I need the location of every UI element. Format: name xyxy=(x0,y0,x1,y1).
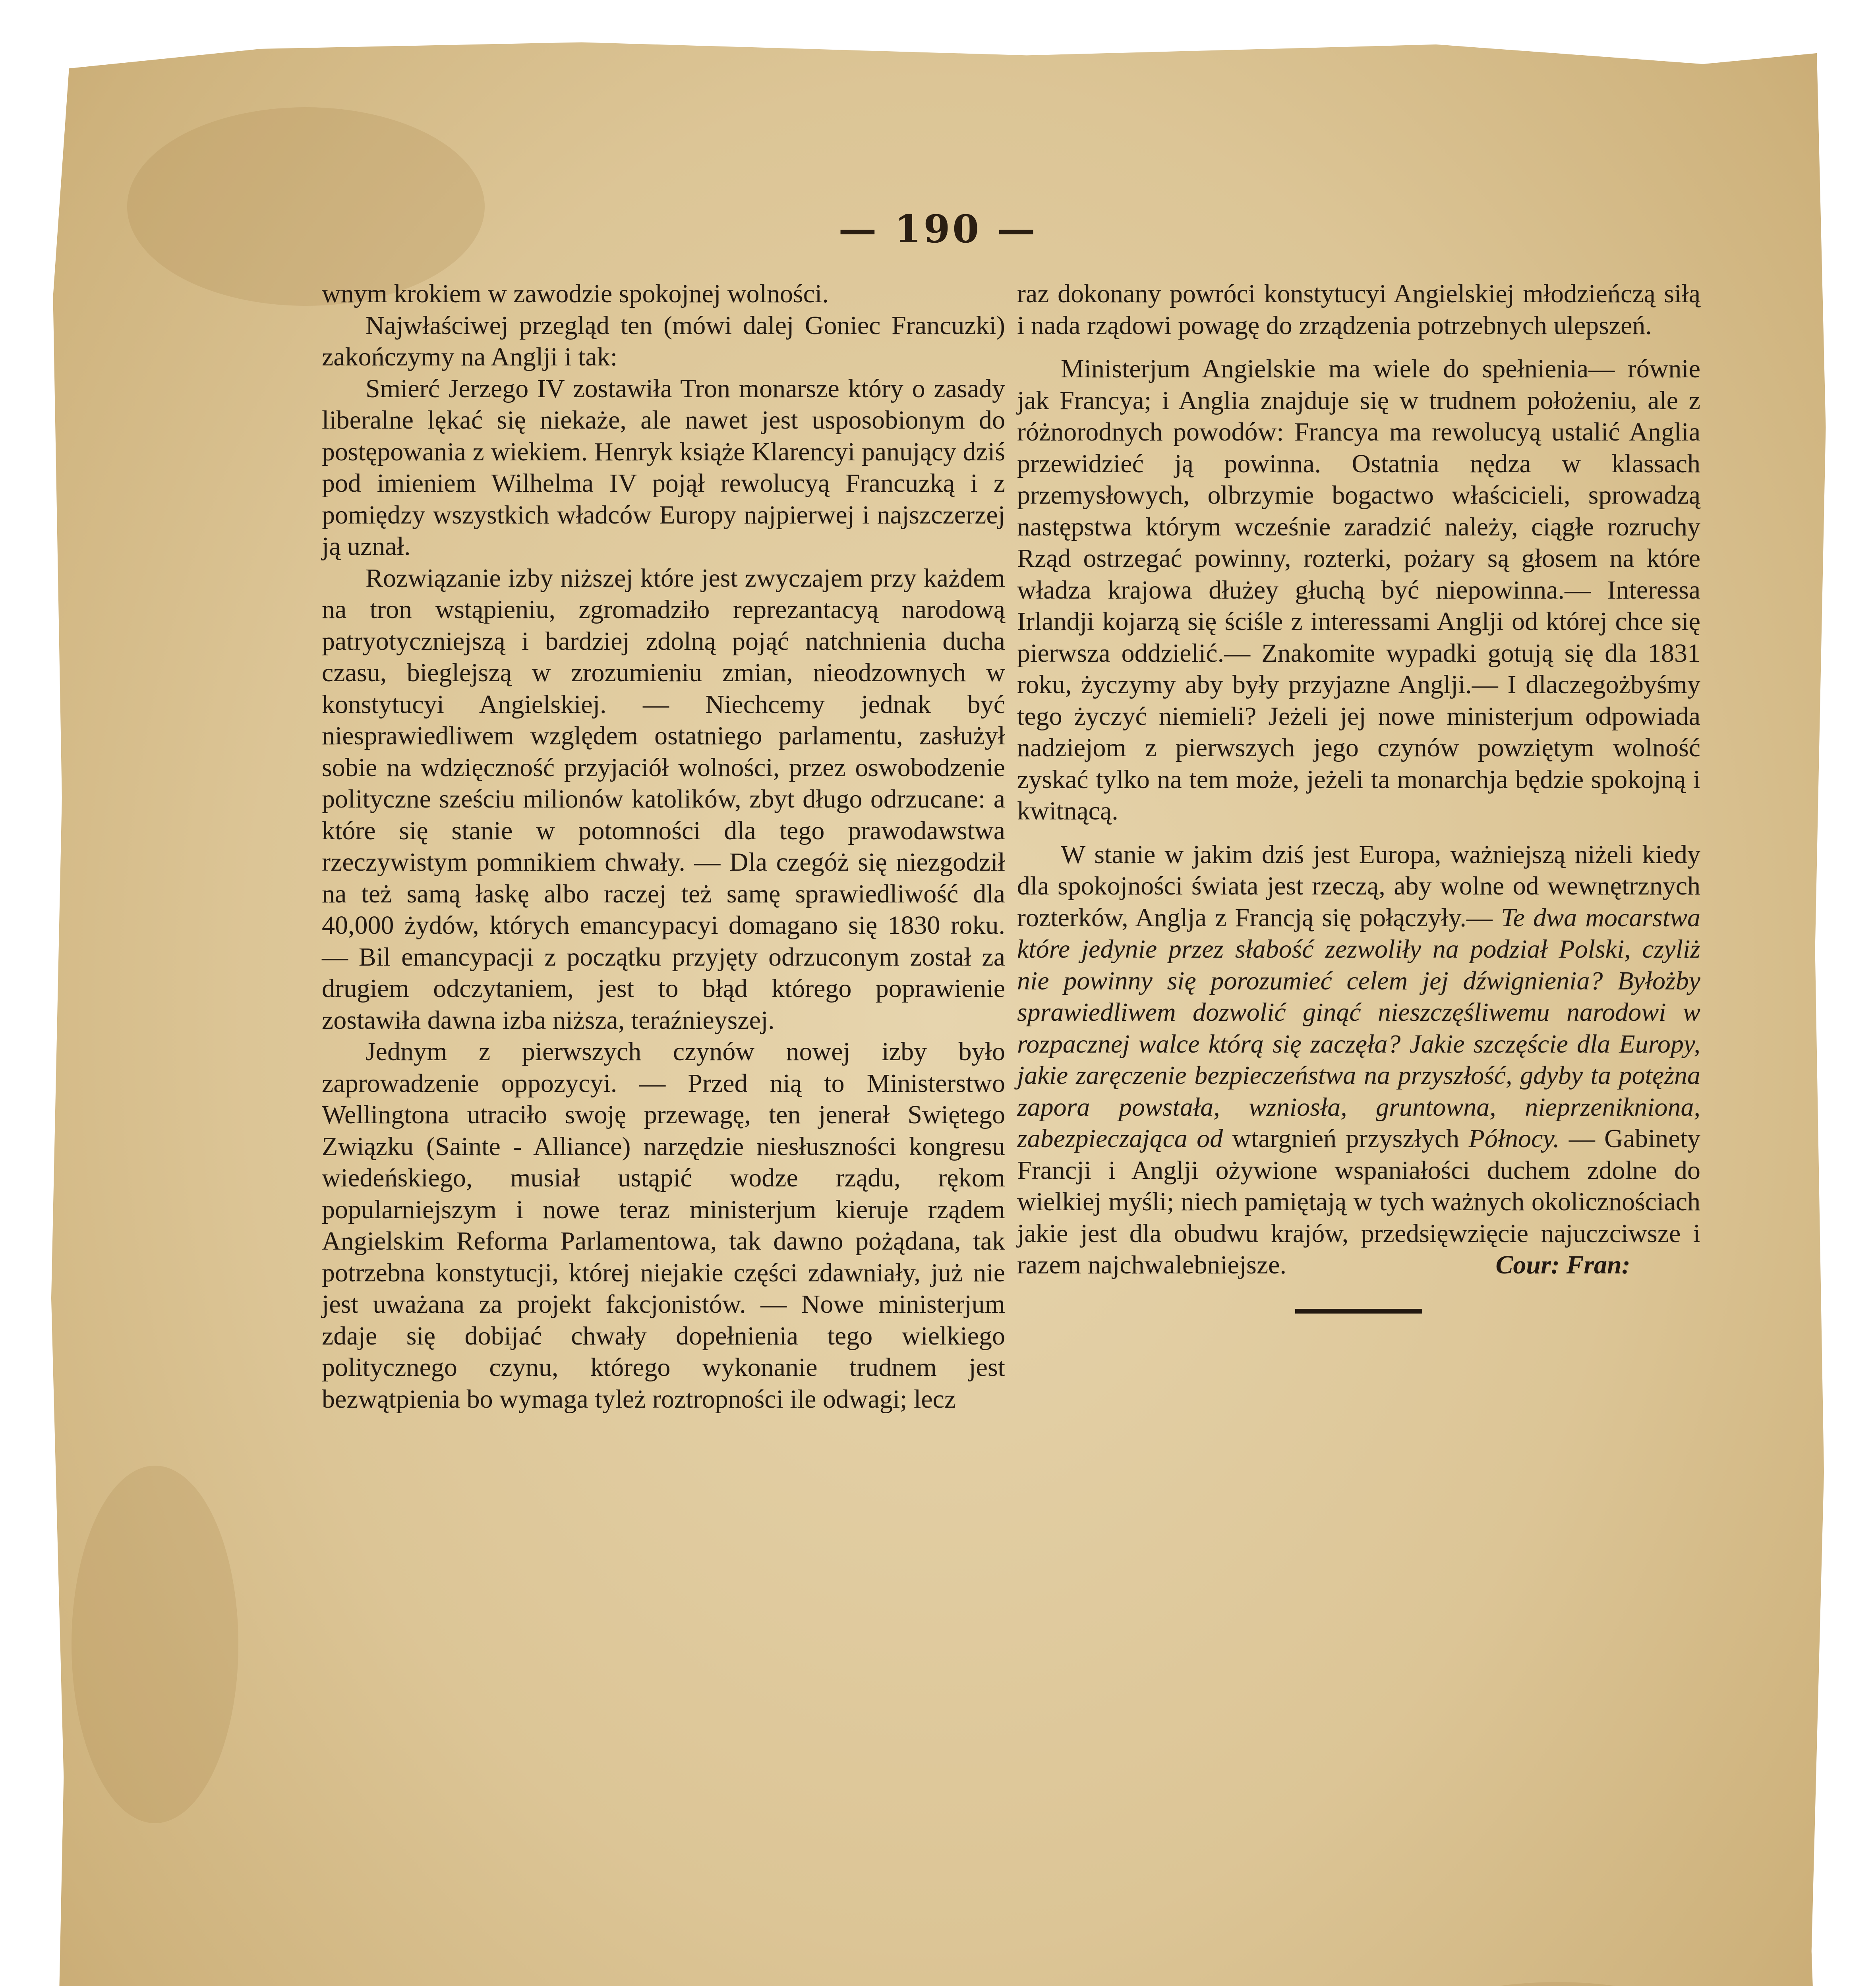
paragraph: Jednym z pierwszych czynów nowej izby było zaprowadzenie oppozycyi. — Przed nią to Ministerstwo Wellingtona utraciło swoję przewagę, ten jenerał Swiętego Związku (Sainte - Alliance) narzędzie niesłuszności kongresu wiedeńskiego, musiał ustąpić wodze rządu, rękom popularniejszym i nowe teraz ministerjum kieruje rządem Angielskim Reforma Parlamentowa, tak dawno pożądana, tak potrzebna konstytucji, której niejakie części zdawniały, już nie jest uważana za projekt fakcjonistów. — Nowe ministerjum zdaje się dobijać chwały dopełnienia tego wielkiego politycznego czynu, którego wykonanie trudnem jest bezwątpienia bo wymaga tyleż roztropności ile odwagi; lecz xyxy=(322,1037,1005,1414)
end-rule xyxy=(1295,1309,1422,1314)
paragraph: Rozwiązanie izby niższej które jest zwyczajem przy każdem na tron wstąpieniu, zgromadziło reprezantacyą narodową patryotyczniejszą i bardziej zdolną pojąć natchnienia ducha czasu, bieglejszą w zrozumieniu zmian, nieodzownych w konstytucyi Angielskiej. — Niechcemy jednak być niesprawiedliwem względem ostatniego parlamentu, zasłużył sobie na wdzięczność przyjaciół wolności, przez oswobodzenie polityczne sześciu milionów katolików, zbyt długo odrzucane: a które się stanie w potomności dla tego prawodawstwa rzeczywistym pomnikiem chwały. — Dla czegóż się niezgodził na też samą łaskę albo raczej też samę sprawiedliwość dla 40,000 żydów, których emancypacyi domagano się 1830 roku. — Bil emancypacji z początku przyjęty odrzuconym został za drugiem odczytaniem, jest to błąd którego poprawienie zostawiła dawna izba niższa, teraźnieyszej. xyxy=(322,563,1005,1035)
paragraph: Smierć Jerzego IV zostawiła Tron monarsze który o zasady liberalne lękać się niekaże, ale nawet jest usposobionym do postępowania z wiekiem. Henryk książe Klarencyi panujący dziś pod imieniem Wilhelma IV pojął rewolucyą Francuzką i z pomiędzy wszystkich władców Europy najpierwej i najszczerzej ją uznał. xyxy=(322,374,1005,561)
paper-stain xyxy=(72,1466,238,1823)
paragraph-intro: W stanie w jakim dziś jest Europa, ważniejszą niżeli kiedy dla spokojności świata jest rzeczą, aby wolne od wewnętrznych rozterków, Anglja z Francją się połączyły.— xyxy=(1017,840,1700,932)
paragraph-end: — Gabinety Francji i Anglji ożywione wspaniałości duchem zdolne do wielkiej myśli; niech pamiętają w tych ważnych okolicznościach jakie jest dla obudwu krajów, przedsięwzięcie najuczciwsze i razem najchwalebniejsze. xyxy=(1017,1124,1701,1279)
paragraph: raz dokonany powróci konstytucyi Angielskiej młodzieńczą siłą i nada rządowi powagę do zrządzenia potrzebnych ulepszeń. xyxy=(1017,279,1700,340)
closing-paragraph xyxy=(1017,839,1700,1281)
paper-stain xyxy=(1359,1982,1756,1986)
paragraph: wnym krokiem w zawodzie spokojnej wolności. xyxy=(322,279,829,308)
source-signature: Cour: Fran: xyxy=(1495,1250,1630,1279)
page-number: — 190 — xyxy=(838,207,1038,251)
paragraph: Najwłaściwej przegląd ten (mówi dalej Goniec Francuzki) zakończymy na Anglji i tak: xyxy=(322,311,1005,371)
paragraph: Ministerjum Angielskie ma wiele do spełnienia— równie jak Francya; i Anglia znajduje się w trudnem położeniu, ale z różnorodnych powodów: Francya ma rewolucyą ustalić Anglia przewidzieć ją powinna. Ostatnia nędza w klassach przemysłowych, olbrzymie bogactwo właścicieli, sprowadzą następstwa którym wcześnie zaradzić należy, ciągłe rozruchy Rząd ostrzegać powinny, rozterki, pożary są głosem na które władza krajowa dłużey głuchą być niepowinna.— Interessa Irlandji kojarzą się ściśle z interessami Anglji od której chce się pierwsza oddzielić.— Znakomite wypadki gotują się dla 1831 roku, życzymy aby były przyjazne Anglji.— I dlaczegożbyśmy tego życzyć niemieli? Jeżeli jej nowe ministerjum odpowiada nadziejom z pierwszych jego czynów powziętym wolność zyskać tylko na tem może, jeżeli ta monarchja będzie spokojną i kwitnącą. xyxy=(1017,354,1700,825)
italic-passage: Te dwa mocarstwa które jedynie przez słabość zezwoliły na podział Polski, czyliż nie powinny się porozumieć celem jej dźwignienia? Byłożby sprawiedliwem dozwolić ginąć nieszczęśliwemu narodowi w rozpacznej walce którą się zaczęła? Jakie szczęście dla Europy, jakie zaręczenie bezpieczeństwa na przyszłość, gdyby ta potężna zapora powstała, wzniosła, gruntowna, nieprzenikniona, zabezpieczająca od xyxy=(1017,903,1701,1153)
paragraph-middle: wtargnień przyszłych xyxy=(1232,1124,1460,1153)
right-column xyxy=(1017,278,1700,1314)
italic-north: Północy. xyxy=(1468,1124,1560,1153)
left-column xyxy=(322,278,1005,1415)
